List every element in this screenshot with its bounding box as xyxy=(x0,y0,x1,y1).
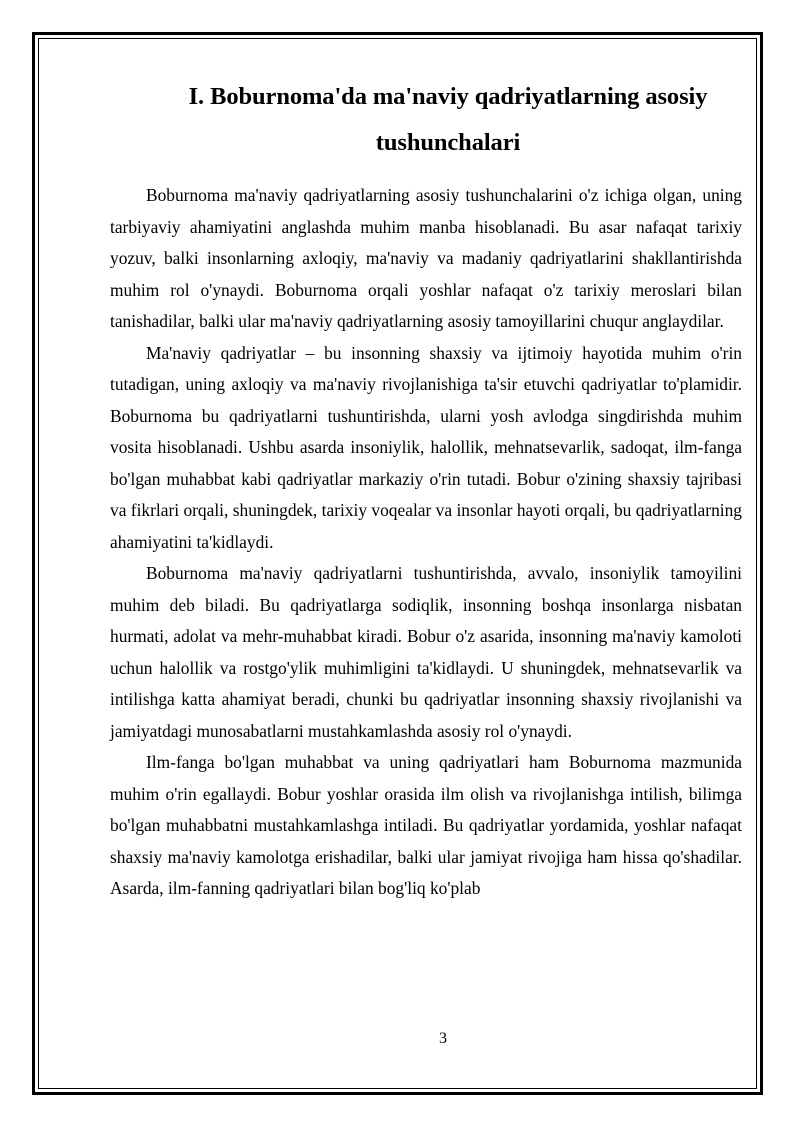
paragraph: Boburnoma ma'naviy qadriyatlarning asosiy tushunchalarini o'z ichiga olgan, uning tarbiyaviy ahamiyatini anglashda muhim manba hisoblanadi. Bu asar nafaqat tarixiy yozuv, balki insonlarning axloqiy, ma'naviy va madaniy qadriyatlarini shakllantirishda muhim rol o'ynaydi. Boburnoma orqali yoshlar nafaqat o'z tarixiy meroslari bilan tanishadilar, balki ular ma'naviy qadriyatlarning asosiy tamoyillarini chuqur anglaydilar. xyxy=(110,185,742,331)
paragraph: Ilm-fanga bo'lgan muhabbat va uning qadriyatlari ham Boburnoma mazmunida muhim o'rin egallaydi. Bobur yoshlar orasida ilm olish va rivojlanishga intilish, bilimga bo'lgan muhabbatni mustahkamlashga intiladi. Bu qadriyatlar yordamida, yoshlar nafaqat shaxsiy ma'naviy kamolotga erishadilar, balki ular jamiyat rivojiga ham hissa qo'shadilar. Asarda, ilm-fanning qadriyatlari bilan bog'liq ko'plab xyxy=(110,752,742,898)
section-heading: I. Boburnoma'da ma'naviy qadriyatlarning asosiy tushunchalari xyxy=(188,83,708,156)
body-text xyxy=(110,180,742,905)
document-content xyxy=(110,74,742,905)
paragraph: Boburnoma ma'naviy qadriyatlarni tushuntirishda, avvalo, insoniylik tamoyilini muhim deb biladi. Bu qadriyatlarga sodiqlik, insonning boshqa insonlarga nisbatan hurmati, adolat va mehr-muhabbat kiradi. Bobur o'z asarida, insonning ma'naviy kamoloti uchun halollik va rostgo'ylik muhimligini ta'kidlaydi. U shuningdek, mehnatsevarlik va intilishga katta ahamiyat beradi, chunki bu qadriyatlar insonning shaxsiy rivojlanishi va jamiyatdagi munosabatlarni mustahkamlashda asosiy rol o'ynaydi. xyxy=(110,563,742,741)
paragraph: Ma'naviy qadriyatlar – bu insonning shaxsiy va ijtimoiy hayotida muhim o'rin tutadigan, uning axloqiy va ma'naviy rivojlanishiga ta'sir etuvchi qadriyatlar to'plamidir. Boburnoma bu qadriyatlarni tushuntirishda, ularni yosh avlodga singdirishda muhim vosita hisoblanadi. Ushbu asarda insoniylik, halollik, mehnatsevarlik, sadoqat, ilm-fanga bo'lgan muhabbat kabi qadriyatlar markaziy o'rin tutadi. Bobur o'zining shaxsiy tajribasi va fikrlari orqali, shuningdek, tarixiy voqealar va insonlar hayoti orqali, bu qadriyatlarning ahamiyatini ta'kidlaydi. xyxy=(110,342,742,552)
page-number: 3 xyxy=(439,1030,447,1047)
